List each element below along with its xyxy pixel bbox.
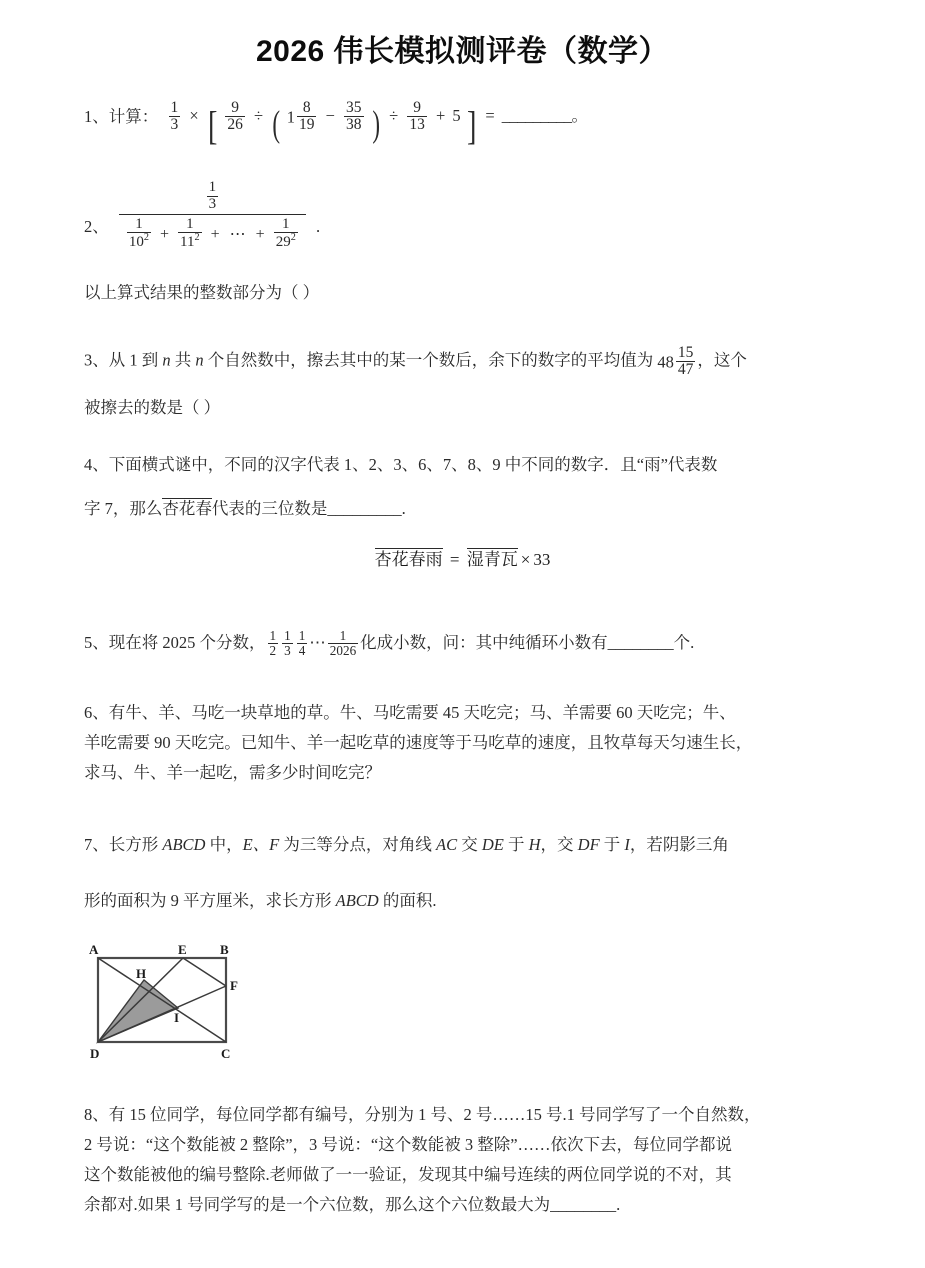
page-title-text: 2026 伟长模拟测评卷（数学）	[255, 35, 670, 68]
fraction-numerator: 8	[297, 100, 317, 117]
complex-fraction-numerator	[119, 180, 306, 215]
mixed-number-48-15-47	[657, 345, 697, 379]
question-7-seg-4: 交	[457, 835, 482, 854]
addend-five: 5	[452, 105, 461, 125]
question-7-line2-post: 的面积.	[378, 891, 437, 910]
question-8-number: 8、	[84, 1105, 109, 1124]
fraction-numerator: 1	[328, 629, 358, 644]
fraction-denominator: 13	[409, 116, 425, 134]
fraction-9-13	[407, 100, 427, 134]
question-7-seg-8: ，若阴影三角	[629, 835, 729, 854]
question-5-line	[84, 628, 864, 658]
question-7-line2-pre: 形的面积为 9 平方厘米，求长方形	[84, 891, 336, 910]
question-4-text-2-post: 代表的三位数是_________.	[211, 499, 406, 518]
question-1-line	[84, 99, 864, 148]
base-29: 29	[275, 234, 291, 251]
diagonal-ac-label: AC	[436, 835, 458, 854]
question-8-line-1	[84, 1100, 864, 1130]
base-11: 11	[180, 234, 195, 251]
overlined-xinghuachun: 杏花春	[162, 499, 212, 518]
mixed-fraction	[676, 345, 696, 379]
fraction-numerator: 1	[298, 628, 306, 644]
question-4-line-1	[84, 450, 864, 480]
paren-open: (	[272, 104, 281, 146]
question-7-seg-5: 于	[503, 835, 529, 854]
question-7-seg-3: 为三等分点，对角线	[279, 835, 437, 854]
fraction-denominator: 2	[269, 643, 277, 659]
ellipsis-mark: ⋯	[309, 633, 326, 652]
answer-blank[interactable]: _________	[501, 105, 572, 125]
point-h-label: H	[528, 835, 541, 854]
rect-abcd-label-2: ABCD	[335, 891, 379, 910]
divide-sign-1: ÷	[254, 105, 264, 125]
question-6-line-3: 求马、牛、羊一起吃，需多少时间吃完？	[84, 763, 381, 782]
fraction-denominator: 3	[284, 643, 291, 659]
fraction-1-over-10-squared	[127, 217, 151, 252]
plus-sign-2: +	[210, 225, 220, 243]
mixed-number-1-8-19	[287, 100, 319, 134]
label-F: F	[230, 978, 238, 993]
fraction-numerator: 1	[170, 99, 179, 116]
exponent: 2	[194, 232, 200, 244]
question-8-line-2: 2 号说：“这个数能被 2 整除”，3 号说：“这个数能被 3 整除”……依次下去，每位同学都说	[84, 1135, 733, 1154]
question-3-line-1	[84, 345, 864, 379]
question-5-number: 5、	[84, 633, 109, 652]
page-title	[0, 26, 925, 70]
fraction-denominator: 3	[170, 116, 179, 134]
complex-fraction-denominator	[119, 215, 306, 252]
question-5-text-post: 化成小数，问：其中纯循环小数有________个.	[360, 633, 695, 652]
question-6-number: 6、	[84, 703, 109, 722]
fraction-denominator: 38	[346, 116, 362, 134]
equals-sign: =	[449, 550, 460, 569]
bracket-close: ]	[466, 102, 477, 148]
question-4-equation	[0, 548, 925, 570]
plus-sign-3: +	[255, 225, 265, 243]
question-8-line-3: 这个数能被他的编号整除.老师做了一一验证，发现其中编号连续的两位同学说的不对，其	[84, 1165, 732, 1184]
label-A: A	[89, 942, 99, 957]
question-3-text-3: 个自然数中，擦去其中的某一个数后，余下的数字的平均值为	[203, 350, 658, 370]
base-10: 10	[128, 234, 144, 251]
overlined-xinghuachunyu: 杏花春雨	[374, 550, 443, 569]
fraction-numerator: 1	[208, 179, 217, 195]
fraction-35-38	[344, 100, 364, 134]
question-2-number: 2、	[84, 216, 109, 236]
bracket-open: [	[207, 102, 218, 148]
question-7-line-2	[84, 886, 864, 916]
fraction-denominator	[127, 233, 151, 251]
question-7-seg-7: 于	[599, 835, 625, 854]
fraction-numerator: 1	[269, 628, 277, 644]
question-1	[84, 99, 864, 148]
mixed-whole: 48	[657, 352, 674, 372]
question-6-line-1	[84, 698, 864, 728]
question-2-math	[119, 180, 306, 251]
label-D: D	[90, 1046, 100, 1061]
label-I: I	[174, 1010, 180, 1025]
question-6-text-1: 有牛、羊、马吃一块草地的草。牛、马吃需要 45 天吃完；马、羊需要 60 天吃完；牛、	[108, 703, 736, 722]
fraction-9-26	[225, 100, 245, 134]
label-C: C	[221, 1046, 231, 1061]
segment-ef	[183, 958, 226, 986]
fraction-1-over-11-squared	[178, 217, 202, 252]
fraction-numerator: 9	[225, 100, 245, 117]
mixed-whole: 1	[286, 107, 295, 127]
shaded-triangle-dhi	[98, 980, 178, 1042]
question-8-line-4: 余都对.如果 1 号同学写的是一个六位数，那么这个六位数最大为________.	[84, 1195, 621, 1214]
question-4-text-2-pre: 字 7，那么	[84, 499, 163, 518]
points-ef-label: E、F	[242, 835, 280, 854]
trailing-period: .	[315, 216, 321, 236]
fraction-1-3	[282, 629, 293, 658]
question-7-seg-1: 长方形	[108, 835, 163, 854]
label-H: H	[136, 966, 147, 981]
period-mark: 。	[571, 105, 589, 125]
fraction-denominator: 19	[298, 116, 315, 134]
fraction-denominator: 3	[208, 195, 217, 212]
question-4	[84, 450, 864, 524]
question-3	[84, 345, 864, 423]
question-4-line-2	[84, 494, 864, 524]
fraction-numerator: 35	[346, 99, 362, 116]
question-8	[84, 1100, 864, 1220]
mixed-fraction	[297, 100, 317, 134]
fraction-1-over-29-squared	[274, 217, 298, 252]
fraction-one-third	[207, 180, 219, 213]
label-B: B	[220, 942, 229, 957]
fraction-denominator: 26	[227, 116, 243, 134]
fraction-denominator: 47	[677, 361, 694, 379]
rectangle-abcd-diagram	[84, 938, 264, 1063]
multiply-sign: ×	[520, 550, 531, 569]
exponent: 2	[143, 232, 150, 244]
question-2-followup	[84, 278, 864, 308]
fraction-denominator	[274, 233, 298, 251]
exponent: 2	[290, 232, 296, 244]
point-i-label: I	[624, 835, 630, 854]
question-1-number: 1、	[84, 107, 109, 127]
question-7-seg-2: 中，	[205, 835, 243, 854]
question-3-number: 3、	[84, 350, 109, 370]
fraction-denominator: 4	[298, 643, 306, 659]
rect-abcd-label: ABCD	[162, 835, 206, 854]
question-3-line-2: 被擦去的数是（ ）	[84, 397, 221, 417]
variable-n-second: n	[195, 350, 204, 370]
question-7	[84, 830, 864, 916]
plus-sign: +	[435, 105, 446, 125]
question-2	[84, 180, 864, 251]
question-7-line-1	[84, 830, 864, 860]
fraction-numerator: 1	[274, 217, 298, 234]
overlined-shiqingwa: 湿青瓦	[466, 550, 518, 569]
question-4-number: 4、	[84, 455, 109, 474]
fraction-numerator: 1	[284, 628, 291, 644]
minus-sign: −	[325, 105, 335, 125]
question-1-lead: 计算：	[108, 107, 159, 127]
question-1-math	[167, 99, 589, 148]
equals-sign: =	[485, 105, 495, 125]
question-8-text-1: 有 15 位同学，每位同学都有编号，分别为 1 号、2 号……15 号.1 号同学写了一个自然数，	[108, 1105, 761, 1124]
question-4-text-1: 下面横式谜中，不同的汉字代表 1、2、3、6、7、8、9 中不同的数字．且“雨”代表数	[108, 455, 718, 474]
multiply-sign: ×	[189, 105, 199, 125]
label-E: E	[178, 942, 187, 957]
fraction-1-2	[268, 629, 279, 658]
fraction-one-third	[169, 100, 181, 134]
geometry-figure	[84, 938, 264, 1063]
question-5	[84, 628, 864, 658]
question-3-text-1: 从 1 到	[108, 350, 163, 370]
segment-de-label: DE	[481, 835, 504, 854]
question-2-followup-text: 以上算式结果的整数部分为（ ）	[84, 283, 320, 302]
fraction-1-4	[297, 629, 308, 658]
fraction-1-2026	[328, 629, 358, 658]
segment-df-label: DF	[577, 835, 600, 854]
question-3-text-4: ，这个	[697, 350, 747, 370]
divide-sign-2: ÷	[389, 105, 399, 125]
fraction-numerator: 15	[677, 344, 694, 361]
question-7-number: 7、	[84, 835, 109, 854]
fraction-numerator: 9	[407, 100, 427, 117]
question-6	[84, 698, 864, 788]
question-3-text-2: 共	[170, 350, 196, 370]
multiplier-33: 33	[533, 550, 551, 569]
question-5-text-pre: 现在将 2025 个分数，	[108, 633, 266, 652]
fraction-numerator: 1	[178, 217, 202, 234]
fraction-numerator: 1	[127, 217, 151, 234]
ellipsis-mark: ⋯	[229, 225, 246, 243]
question-6-line-2: 羊吃需要 90 天吃完。已知牛、羊一起吃草的速度等于马吃草的速度，且牧草每天匀速生长，	[84, 733, 753, 752]
fraction-denominator: 2026	[329, 643, 357, 659]
plus-sign-1: +	[160, 225, 170, 243]
variable-n-first: n	[162, 350, 171, 370]
paren-close: )	[371, 104, 380, 146]
fraction-denominator	[178, 233, 202, 251]
question-7-seg-6: ，交	[540, 835, 578, 854]
